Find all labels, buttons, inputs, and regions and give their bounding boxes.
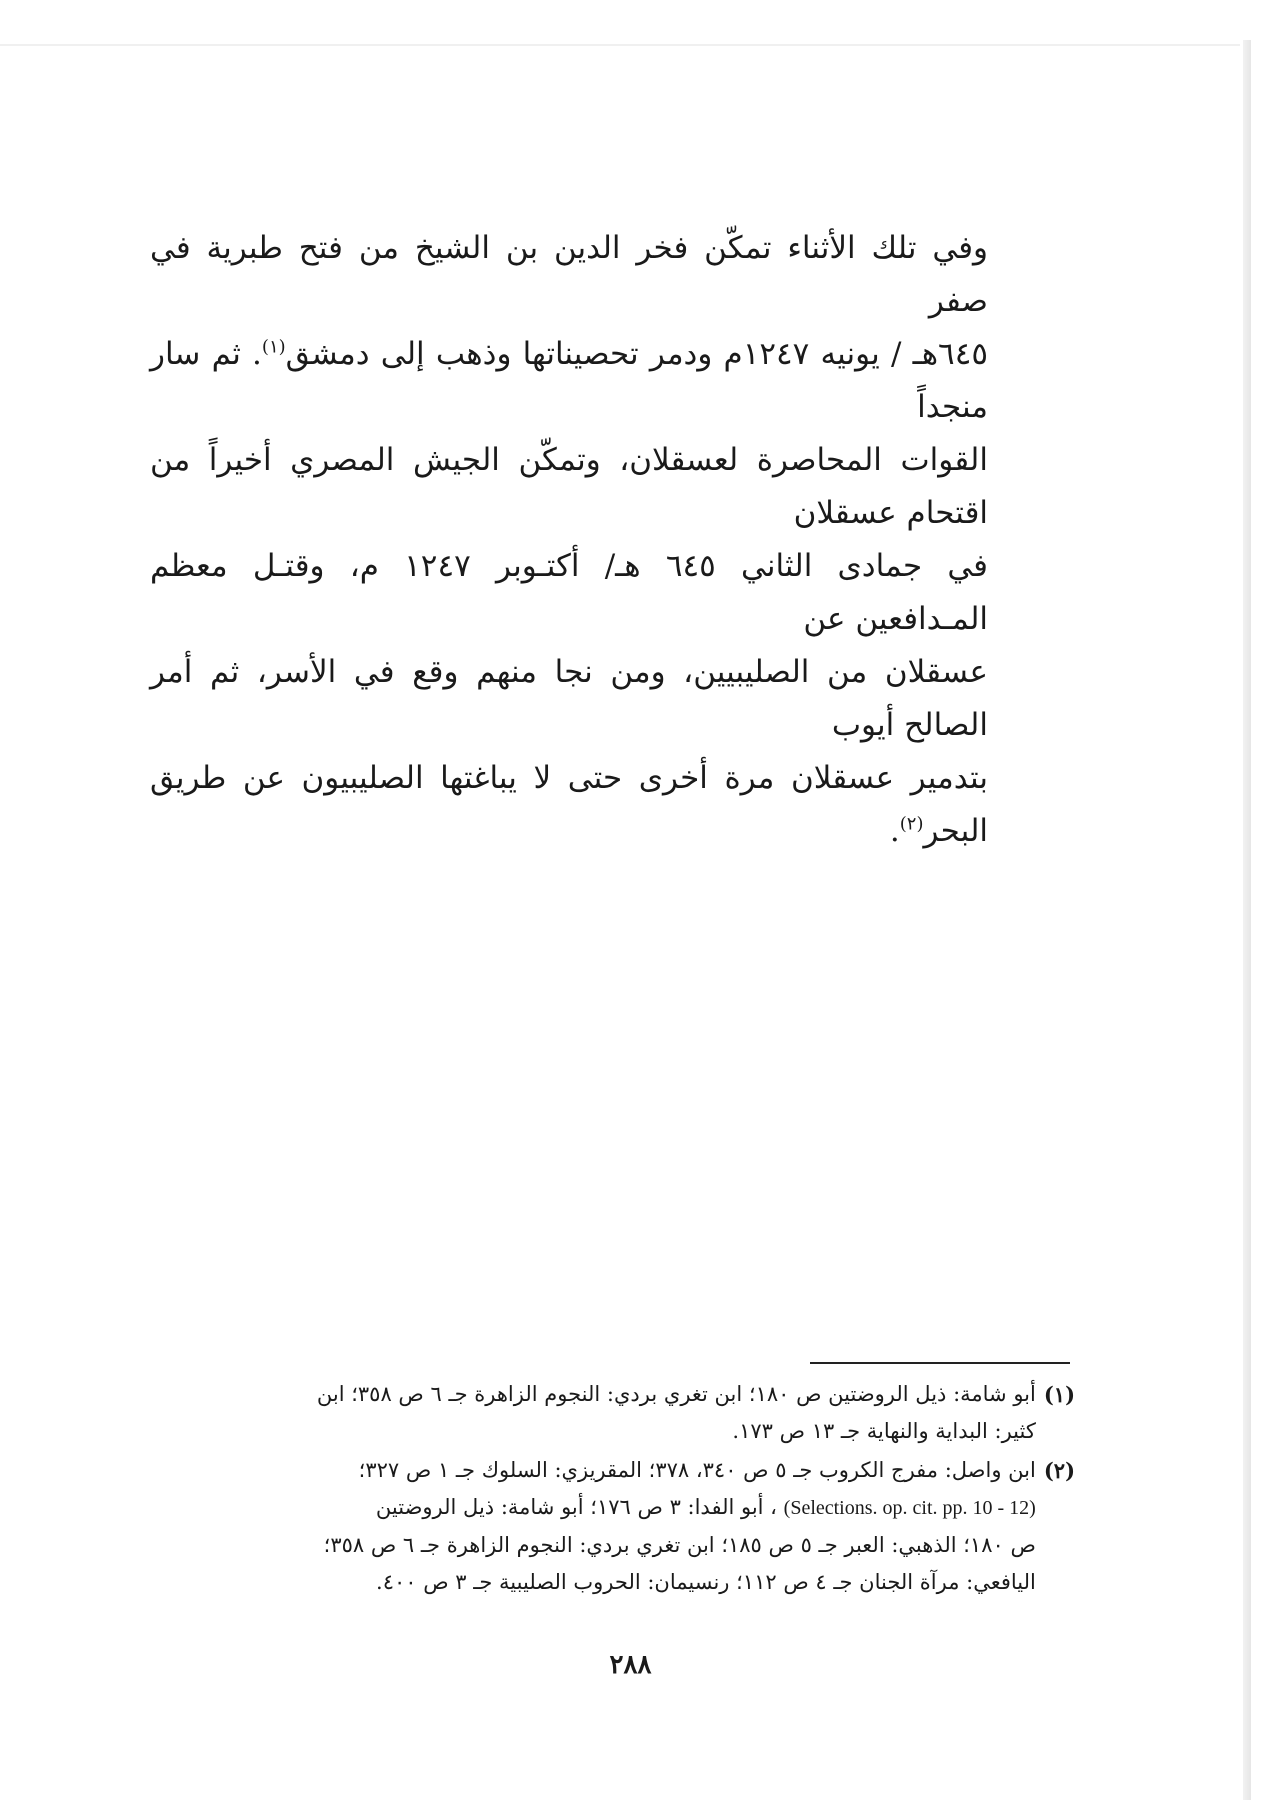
body-line-text: ٦٤٥هـ / يونيه ١٢٤٧م ودمر تحصيناتها وذهب إلى دمشق	[285, 336, 988, 372]
footnote-line: أبو شامة: ذيل الروضتين ص ١٨٠؛ ابن تغري بردي: النجوم الزاهرة جـ ٦ ص ٣٥٨؛ ابن	[316, 1382, 1036, 1406]
footnote-separator	[810, 1362, 1070, 1364]
footnote-line: ص ١٨٠؛ الذهبي: العبر جـ ٥ ص ١٨٥؛ ابن تغري بردي: النجوم الزاهرة جـ ٦ ص ٣٥٨؛	[323, 1533, 1036, 1557]
footnote-ref: (١)	[261, 336, 286, 358]
footnote-2	[180, 1452, 1075, 1601]
footnote-marker: (١)	[1043, 1382, 1075, 1407]
footnote-line: كثير: البداية والنهاية جـ ١٣ ص ١٧٣.	[732, 1419, 1036, 1443]
scan-edge-right	[1243, 40, 1251, 1800]
footnote-marker: (٢)	[1043, 1458, 1075, 1483]
body-line: في جمادى الثاني ٦٤٥ هـ/ أكتـوبر ١٢٤٧ م، وقتـل معظم المـدافعين عن	[150, 548, 988, 637]
footnote-text	[180, 1376, 1036, 1450]
footnote-line-text: ، أبو الفدا: ٣ ص ١٧٦؛ أبو شامة: ذيل الروضتين	[375, 1495, 777, 1519]
footnote-line: اليافعي: مرآة الجنان جـ ٤ ص ١١٢؛ رنسيمان: الحروب الصليبية جـ ٣ ص ٤٠٠.	[376, 1570, 1036, 1594]
footnote-line	[180, 1489, 1036, 1527]
body-line	[150, 328, 988, 434]
footnote-line: ابن واصل: مفرج الكروب جـ ٥ ص ٣٤٠، ٣٧٨؛ المقريزي: السلوك جـ ١ ص ٣٢٧؛	[358, 1458, 1036, 1482]
body-line-text: .	[889, 813, 900, 849]
body-line-text: بتدمير عسقلان مرة أخرى حتى لا يباغتها الصليبيون عن طريق البحر	[150, 760, 988, 849]
latin-citation: (Selections. op. cit. pp. 10 - 12)	[783, 1497, 1036, 1519]
body-line	[150, 752, 988, 858]
footnote-1	[180, 1376, 1075, 1450]
page-number: ٢٨٨	[609, 1650, 652, 1680]
main-paragraph	[150, 222, 988, 858]
scan-edge-top	[0, 44, 1240, 46]
body-line: وفي تلك الأثناء تمكّن فخر الدين بن الشيخ من فتح طبرية في صفر	[150, 230, 988, 319]
body-line: القوات المحاصرة لعسقلان، وتمكّن الجيش المصري أخيراً من اقتحام عسقلان	[150, 442, 988, 531]
footnote-ref: (٢)	[899, 813, 924, 835]
body-line-text: . ثم سار منجداً	[150, 336, 988, 425]
body-line: عسقلان من الصليبيين، ومن نجا منهم وقع في الأسر، ثم أمر الصالح أيوب	[150, 654, 988, 743]
footnote-text	[180, 1452, 1036, 1601]
footnotes	[180, 1376, 1075, 1603]
